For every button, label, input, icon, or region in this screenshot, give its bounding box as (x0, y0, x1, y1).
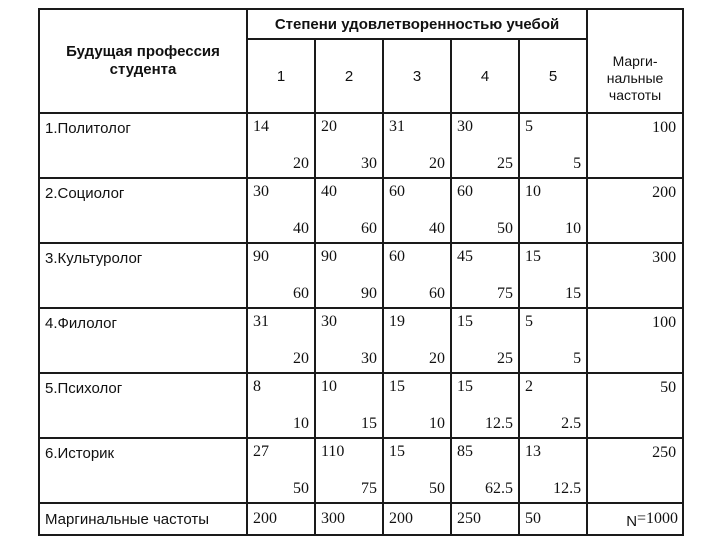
expected-frequency: 75 (497, 285, 513, 302)
observed-frequency: 30 (321, 313, 337, 330)
observed-frequency: 15 (457, 378, 473, 395)
profession-header: Будущая профессия студента (39, 9, 247, 113)
frequency-cell (315, 178, 383, 243)
column-marginal-cell: 250 (451, 503, 519, 535)
frequency-cell (383, 113, 451, 178)
expected-frequency: 62.5 (485, 480, 513, 497)
table-row (39, 308, 683, 373)
frequency-cell (247, 373, 315, 438)
frequency-cell (247, 438, 315, 503)
frequency-cell (383, 243, 451, 308)
expected-frequency: 20 (429, 350, 445, 367)
satisfaction-group-header: Степени удовлетворенностью учебой (247, 9, 587, 39)
totals-row (39, 503, 683, 535)
observed-frequency: 60 (457, 183, 473, 200)
table-row (39, 113, 683, 178)
expected-frequency: 90 (361, 285, 377, 302)
score-header-5: 5 (519, 39, 587, 113)
observed-frequency: 8 (253, 378, 261, 395)
frequency-cell (519, 178, 587, 243)
expected-frequency: 10 (293, 415, 309, 432)
profession-cell: 2.Социолог (39, 178, 247, 243)
observed-frequency: 15 (389, 443, 405, 460)
score-header-4: 4 (451, 39, 519, 113)
frequency-cell (247, 178, 315, 243)
grand-total-cell (587, 503, 683, 535)
expected-frequency: 30 (361, 350, 377, 367)
observed-frequency: 40 (321, 183, 337, 200)
expected-frequency: 20 (293, 155, 309, 172)
expected-frequency: 60 (361, 220, 377, 237)
observed-frequency: 14 (253, 118, 269, 135)
frequency-cell (451, 308, 519, 373)
observed-frequency: 90 (321, 248, 337, 265)
frequency-cell (383, 438, 451, 503)
frequency-cell (247, 308, 315, 373)
observed-frequency: 60 (389, 183, 405, 200)
marginal-frequencies-header: Марги-нальные частоты (587, 9, 683, 113)
frequency-cell (451, 178, 519, 243)
observed-frequency: 13 (525, 443, 541, 460)
observed-frequency: 2 (525, 378, 533, 395)
observed-frequency: 85 (457, 443, 473, 460)
frequency-cell (451, 373, 519, 438)
frequency-cell (315, 113, 383, 178)
contingency-table (38, 8, 684, 536)
column-marginal-cell: 300 (315, 503, 383, 535)
frequency-cell (519, 308, 587, 373)
table-row (39, 243, 683, 308)
frequency-cell (315, 373, 383, 438)
table-row (39, 438, 683, 503)
frequency-cell (247, 243, 315, 308)
score-header-1: 1 (247, 39, 315, 113)
score-header-2: 2 (315, 39, 383, 113)
observed-frequency: 30 (253, 183, 269, 200)
score-header-3: 3 (383, 39, 451, 113)
expected-frequency: 30 (361, 155, 377, 172)
observed-frequency: 19 (389, 313, 405, 330)
expected-frequency: 10 (565, 220, 582, 237)
expected-frequency: 12.5 (485, 415, 513, 432)
frequency-cell (383, 373, 451, 438)
expected-frequency: 25 (497, 155, 513, 172)
frequency-cell (519, 373, 587, 438)
row-marginal-cell: 250 (587, 438, 683, 503)
expected-frequency: 40 (429, 220, 445, 237)
observed-frequency: 15 (389, 378, 405, 395)
observed-frequency: 5 (525, 118, 533, 135)
expected-frequency: 5 (573, 155, 582, 172)
expected-frequency: 75 (361, 480, 377, 497)
observed-frequency: 20 (321, 118, 337, 135)
observed-frequency: 60 (389, 248, 405, 265)
frequency-cell (519, 243, 587, 308)
expected-frequency: 25 (497, 350, 513, 367)
frequency-cell (247, 113, 315, 178)
expected-frequency: 60 (293, 285, 309, 302)
row-marginal-cell: 100 (587, 113, 683, 178)
observed-frequency: 31 (253, 313, 269, 330)
frequency-cell (315, 438, 383, 503)
frequency-cell (451, 438, 519, 503)
observed-frequency: 45 (457, 248, 473, 265)
observed-frequency: 110 (321, 443, 345, 460)
table-row (39, 373, 683, 438)
n-symbol: N (626, 513, 638, 530)
column-marginal-cell: 200 (383, 503, 451, 535)
profession-cell: 4.Филолог (39, 308, 247, 373)
expected-frequency: 50 (293, 480, 309, 497)
frequency-cell (451, 113, 519, 178)
expected-frequency: 20 (429, 155, 445, 172)
observed-frequency: 15 (525, 248, 541, 265)
expected-frequency: 20 (293, 350, 309, 367)
column-marginal-cell: 50 (519, 503, 587, 535)
profession-cell: 6.Историк (39, 438, 247, 503)
expected-frequency: 50 (429, 480, 445, 497)
expected-frequency: 50 (497, 220, 513, 237)
expected-frequency: 10 (429, 415, 445, 432)
table-body (39, 113, 683, 535)
observed-frequency: 10 (525, 183, 541, 200)
expected-frequency: 12.5 (553, 480, 582, 497)
frequency-cell (383, 178, 451, 243)
frequency-cell (519, 113, 587, 178)
frequency-cell (383, 308, 451, 373)
expected-frequency: 5 (573, 350, 582, 367)
observed-frequency: 5 (525, 313, 533, 330)
frequency-cell (315, 308, 383, 373)
profession-cell: 5.Психолог (39, 373, 247, 438)
observed-frequency: 27 (253, 443, 269, 460)
row-marginal-cell: 50 (587, 373, 683, 438)
observed-frequency: 10 (321, 378, 337, 395)
column-marginal-cell: 200 (247, 503, 315, 535)
table-row (39, 178, 683, 243)
observed-frequency: 30 (457, 118, 473, 135)
profession-cell: 3.Культуролог (39, 243, 247, 308)
observed-frequency: 15 (457, 313, 473, 330)
frequency-cell (519, 438, 587, 503)
row-marginal-cell: 100 (587, 308, 683, 373)
totals-label: Маргинальные частоты (39, 503, 247, 535)
expected-frequency: 40 (293, 220, 309, 237)
frequency-cell (315, 243, 383, 308)
profession-cell: 1.Политолог (39, 113, 247, 178)
expected-frequency: 15 (361, 415, 377, 432)
expected-frequency: 15 (565, 285, 582, 302)
row-marginal-cell: 300 (587, 243, 683, 308)
expected-frequency: 2.5 (561, 415, 582, 432)
row-marginal-cell: 200 (587, 178, 683, 243)
frequency-cell (451, 243, 519, 308)
observed-frequency: 90 (253, 248, 269, 265)
grand-total-value: =1000 (637, 510, 679, 527)
observed-frequency: 31 (389, 118, 405, 135)
expected-frequency: 60 (429, 285, 445, 302)
